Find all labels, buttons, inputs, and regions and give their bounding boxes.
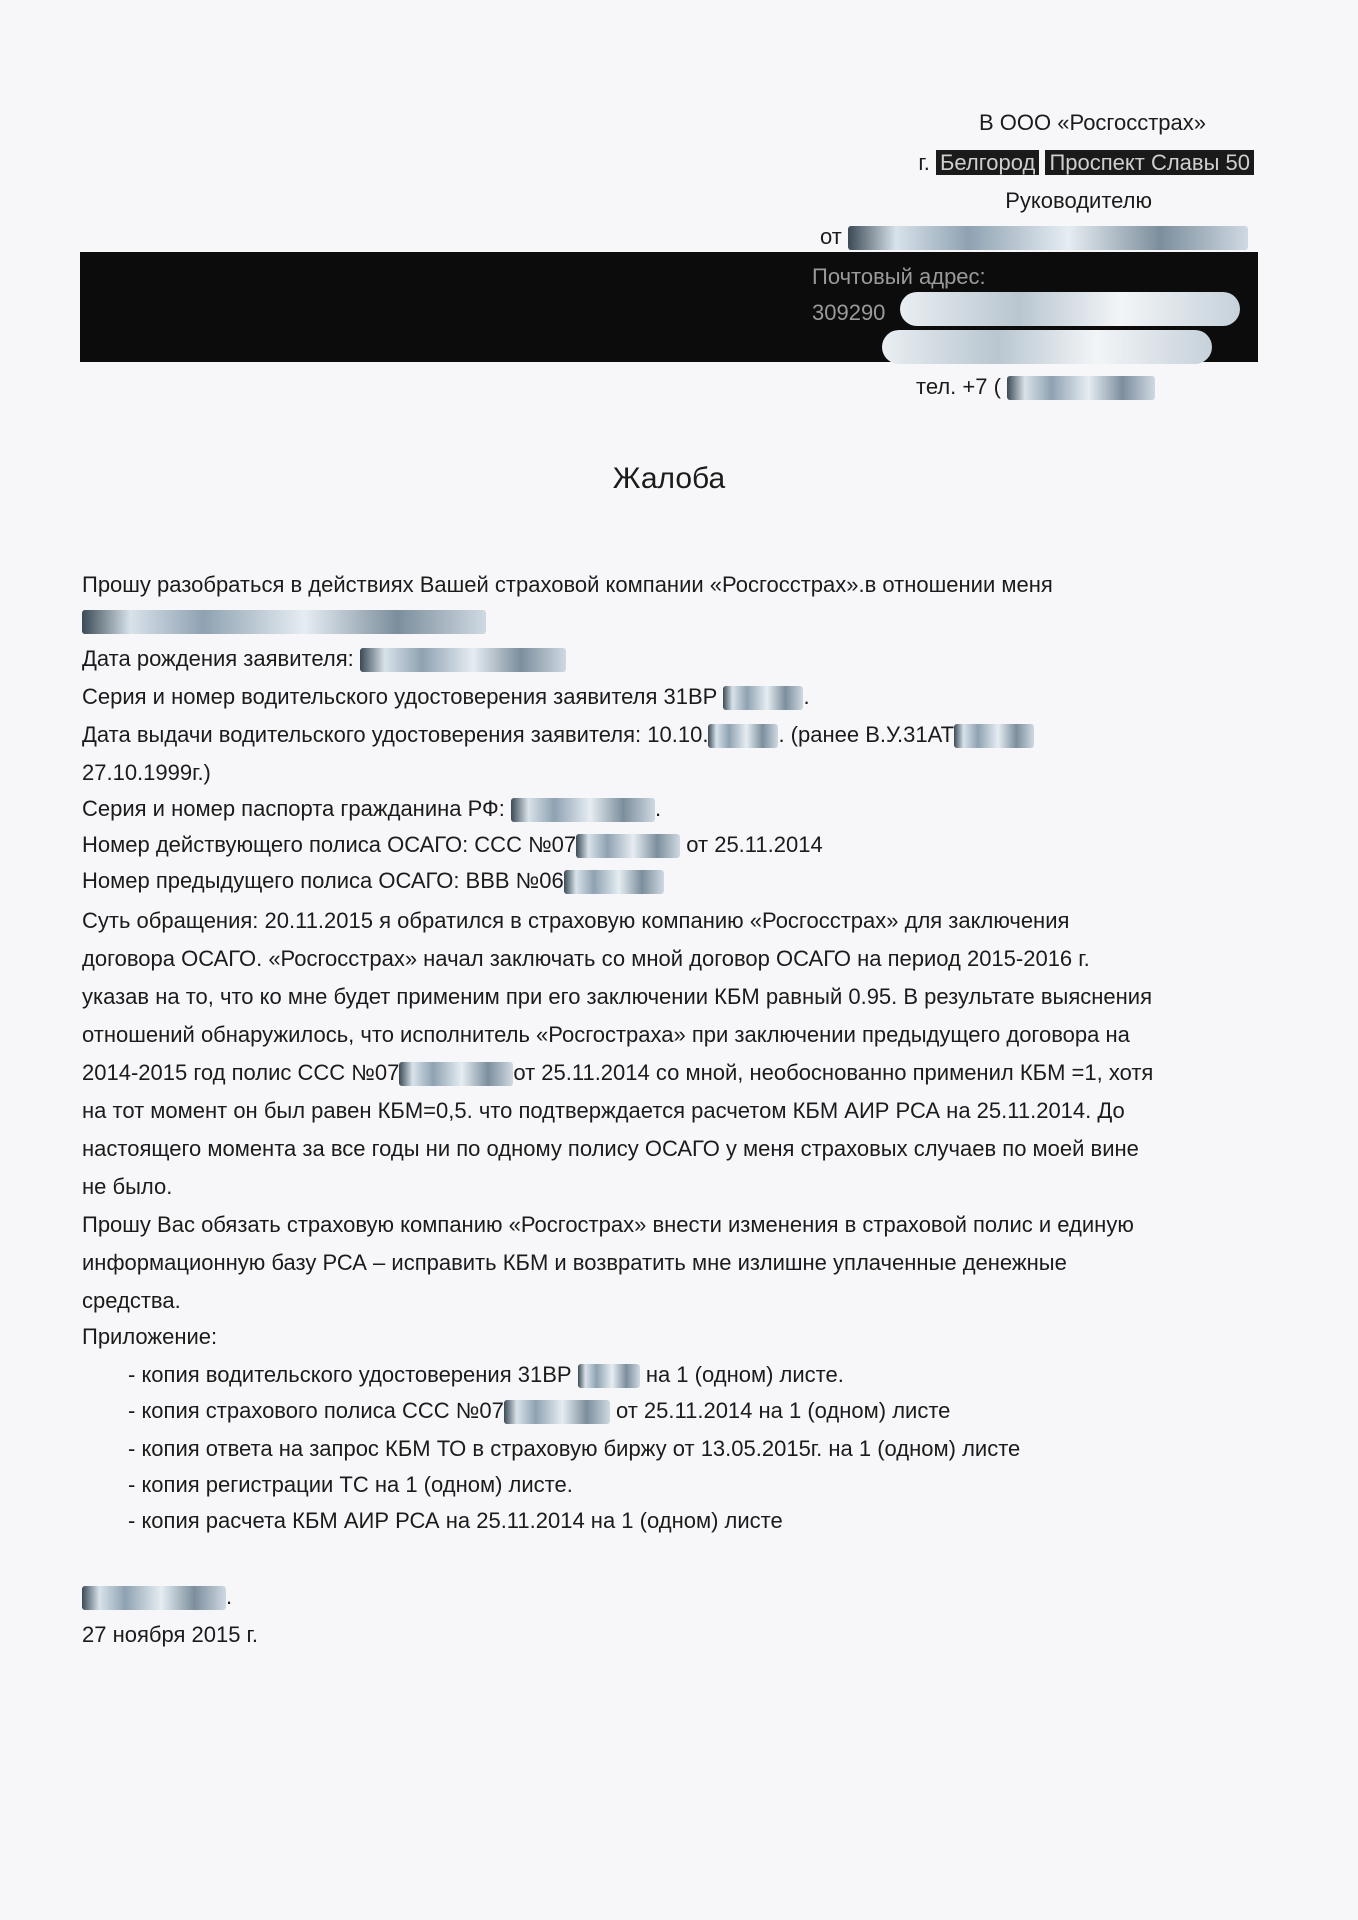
attachment-1-text: - копия водительского удостоверения 31ВР <box>128 1362 572 1387</box>
redacted-address-line-2 <box>882 330 1212 364</box>
previous-policy-label: Номер предыдущего полиса ОСАГО: ВВВ №06 <box>82 868 564 893</box>
redacted-attachment-policy <box>504 1400 610 1424</box>
essence-line-3: указав на то, что ко мне будет применим при его заключении КБМ равный 0.95. В результате выяснения <box>82 984 1153 1009</box>
essence-5a: 2014-2015 год полис ССС №07 <box>82 1060 400 1085</box>
license-label: Серия и номер водительского удостоверения заявителя 31ВР <box>82 684 718 709</box>
essence-line-6: на тот момент он был равен КБМ=0,5. что подтверждается расчетом КБМ АИР РСА на 25.11.2014. До <box>82 1098 1125 1123</box>
from-prefix: от <box>820 224 842 249</box>
phone-prefix: тел. +7 ( <box>916 374 1001 399</box>
addressee-role: Руководителю <box>1005 188 1152 213</box>
essence-line-5 <box>82 1060 1153 1086</box>
signature-line: . <box>82 1584 232 1610</box>
redacted-applicant-name <box>82 610 486 634</box>
essence-line-7: настоящего момента за все годы ни по одному полису ОСАГО у меня страховых случаев по моей вине <box>82 1136 1139 1161</box>
phone-line <box>916 374 1155 400</box>
applicant-name-line <box>82 608 486 634</box>
attachment-3: - копия ответа на запрос КБМ ТО в страховую биржу от 13.05.2015г. на 1 (одном) листе <box>128 1436 1021 1461</box>
redacted-birth-date <box>360 648 566 672</box>
license-date-label: Дата выдачи водительского удостоверения заявителя: 10.10. <box>82 722 709 747</box>
redacted-sender-name <box>848 226 1248 250</box>
request-line-1: Прошу Вас обязать страховую компанию «Росгострах» внести изменения в страховой полис и единую <box>82 1212 1134 1237</box>
redacted-prev-license-number <box>954 724 1034 748</box>
current-policy-label: Номер действующего полиса ОСАГО: ССС №07 <box>82 832 577 857</box>
redacted-phone <box>1007 376 1155 400</box>
street: Проспект Славы 50 <box>1045 150 1254 175</box>
essence-line-2: договора ОСАГО. «Росгосстрах» начал заключать со мной договор ОСАГО на период 2015-2016 г. <box>82 946 1090 971</box>
license-prev-date: 27.10.1999г.) <box>82 760 211 785</box>
attachment-1-tail: на 1 (одном) листе. <box>645 1362 844 1387</box>
redacted-attachment-license <box>578 1364 640 1388</box>
birth-date-label: Дата рождения заявителя: <box>82 646 354 671</box>
attachment-1 <box>128 1362 844 1388</box>
document-title: Жалоба <box>612 462 726 495</box>
essence-line-4: отношений обнаружилось, что исполнитель «Росгостраха» при заключении предыдущего договора на <box>82 1022 1130 1047</box>
intro-line: Прошу разобраться в действиях Вашей страховой компании «Росгосстрах».в отношении меня <box>82 572 1053 597</box>
attachment-2-text: - копия страхового полиса ССС №07 <box>128 1398 504 1423</box>
license-date-line <box>82 722 1034 748</box>
current-policy-date: от 25.11.2014 <box>686 832 823 857</box>
essence-5b: от 25.11.2014 со мной, необоснованно применил КБМ =1, хотя <box>513 1060 1154 1085</box>
previous-policy-line <box>82 868 664 894</box>
license-prev: . (ранее В.У.31АТ <box>778 722 955 747</box>
license-line: Серия и номер водительского удостоверения заявителя 31ВР . <box>82 684 810 709</box>
city-prefix: г. <box>918 150 930 175</box>
attachment-2 <box>128 1398 950 1424</box>
addressee-company: В ООО «Росгосстрах» <box>979 110 1206 135</box>
postal-code: 309290 <box>812 300 886 325</box>
redacted-signature <box>82 1586 226 1610</box>
city: Белгород <box>936 150 1039 175</box>
passport-label: Серия и номер паспорта гражданина РФ: <box>82 796 505 821</box>
attachments-label: Приложение: <box>82 1324 218 1349</box>
redacted-license-year <box>708 724 778 748</box>
passport-line: Серия и номер паспорта гражданина РФ: . <box>82 796 662 821</box>
redacted-passport <box>511 798 655 822</box>
birth-date-line <box>82 646 566 672</box>
redacted-previous-policy-number <box>399 1062 513 1086</box>
current-policy-line <box>82 832 823 858</box>
document-date: 27 ноября 2015 г. <box>82 1622 258 1647</box>
addressee-address <box>918 150 1254 176</box>
postal-label: Почтовый адрес: <box>812 264 986 289</box>
essence-line-1: Суть обращения: 20.11.2015 я обратился в страховую компанию «Росгосстрах» для заключения <box>82 908 1070 933</box>
attachment-5: - копия расчета КБМ АИР РСА на 25.11.2014 на 1 (одном) листе <box>128 1508 783 1533</box>
essence-line-8: не было. <box>82 1174 173 1199</box>
redacted-address-line-1 <box>900 292 1240 326</box>
redacted-current-policy <box>576 834 680 858</box>
request-line-3: средства. <box>82 1288 181 1313</box>
attachment-2-tail: от 25.11.2014 на 1 (одном) листе <box>615 1398 951 1423</box>
redacted-previous-policy <box>564 870 664 894</box>
request-line-2: информационную базу РСА – исправить КБМ и возвратить мне излишне уплаченные денежные <box>82 1250 1067 1275</box>
attachment-4: - копия регистрации ТС на 1 (одном) листе. <box>128 1472 573 1497</box>
redacted-license-number <box>723 686 803 710</box>
from-line <box>820 224 1248 250</box>
